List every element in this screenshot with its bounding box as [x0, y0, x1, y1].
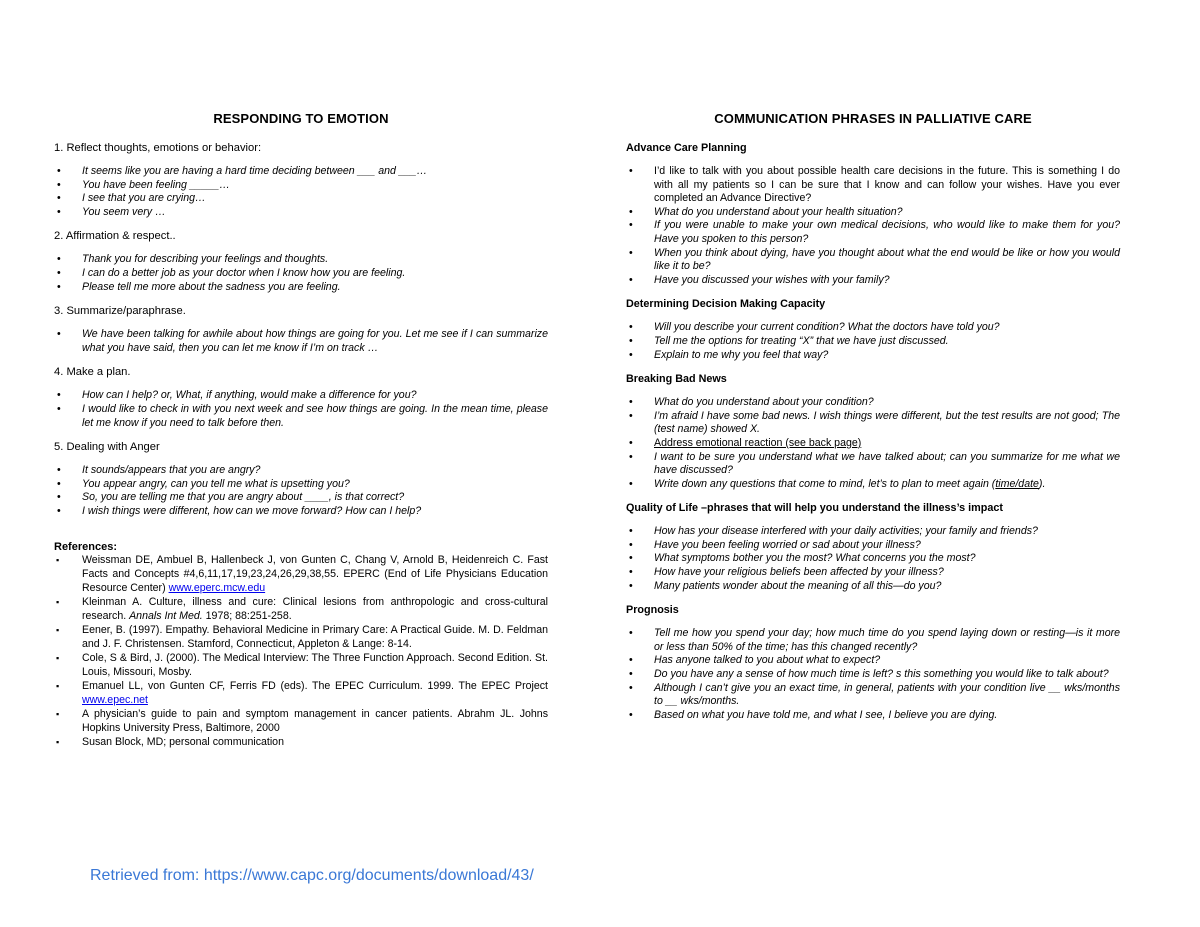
list-item: • I would like to check in with you next week and see how things are going. In the mean time, please let me know if you need to talk before then.	[57, 402, 548, 429]
bullet-icon: •	[57, 205, 61, 218]
bullet-list	[626, 165, 1120, 287]
bullet-icon: •	[629, 538, 633, 551]
list-item: • How can I help? or, What, if anything, would make a difference for you?	[57, 389, 417, 402]
reference-item: ▪ Weissman DE, Ambuel B, Hallenbeck J, von Gunten C, Chang V, Arnold B, Heidenreich C. Fast Facts and Concepts #4,6,11,17,19,23,24,26,29,38,55. EPERC (End of Life Physicians Education Resource Center) www.eperc.mcw.edu	[56, 553, 548, 594]
subsection-title: Advance Care Planning	[626, 142, 747, 154]
list-item: • We have been talking for awhile about how things are going for you. Let me see if I can summarize what you have said, then you can let me know if I’m on track …	[57, 328, 548, 354]
list-item: • Do you have any a sense of how much time is left? s this something you would like to talk about?	[629, 668, 1109, 681]
bullet-list	[54, 253, 548, 294]
list-item: • What do you understand about your condition?	[629, 396, 874, 409]
list-item: • I wish things were different, how can we move forward? How can I help?	[57, 504, 422, 517]
bullet-list	[626, 525, 1120, 593]
list-item: • I can do a better job as your doctor when I know how you are feeling.	[57, 266, 406, 279]
bullet-icon: •	[57, 389, 61, 402]
list-item: • I see that you are crying…	[57, 192, 206, 205]
list-item: • When you think about dying, have you thought about what the end would be like or how you would like it to be?	[629, 246, 1120, 273]
bullet-icon: •	[57, 192, 61, 205]
bullet-icon: •	[629, 219, 633, 232]
list-item: • You seem very …	[57, 205, 166, 218]
section-title: 5. Dealing with Anger	[54, 441, 160, 454]
list-item: • How has your disease interfered with your daily activities; your family and friends?	[629, 525, 1038, 538]
section-title: 2. Affirmation & respect..	[54, 230, 176, 243]
bullet-icon: •	[629, 334, 633, 347]
bullet-icon: •	[57, 253, 61, 266]
bullet-icon: •	[629, 681, 633, 694]
list-item: • Please tell me more about the sadness you are feeling.	[57, 280, 341, 293]
square-bullet-icon: ▪	[56, 596, 60, 607]
bullet-icon: •	[629, 409, 633, 422]
bullet-icon: •	[57, 280, 61, 293]
subsection-title: Breaking Bad News	[626, 373, 727, 386]
square-bullet-icon: ▪	[56, 652, 60, 663]
list-item: • Tell me the options for treating “X” that we have just discussed.	[629, 334, 949, 347]
list-item: • You appear angry, can you tell me what is upsetting you?	[57, 477, 350, 490]
references-list	[54, 553, 548, 749]
right-heading: COMMUNICATION PHRASES IN PALLIATIVE CARE	[714, 111, 1032, 126]
bullet-icon: •	[57, 504, 61, 517]
reference-item: ▪ Eener, B. (1997). Empathy. Behavioral Medicine in Primary Care: A Practical Guide. M. D. Feldman and J. F. Christensen. Stamford, Connecticut, Appleton & Lange: 8-14.	[56, 623, 548, 650]
list-item: • Will you describe your current condition? What the doctors have told you?	[629, 321, 1000, 334]
list-item: • What symptoms bother you the most? What concerns you the most?	[629, 552, 976, 565]
subsection-title: Determining Decision Making Capacity	[626, 298, 826, 311]
bullet-icon: •	[629, 708, 633, 721]
subsection-title: Quality of Life –phrases that will help you understand the illness’s impact	[626, 502, 1003, 515]
section-title: 3. Summarize/paraphrase.	[54, 305, 186, 318]
bullet-icon: •	[629, 273, 633, 286]
bullet-icon: •	[629, 627, 633, 640]
reference-item: ▪ Cole, S & Bird, J. (2000). The Medical Interview: The Three Function Approach. Second Edition. St. Louis, Missouri, Mosby.	[56, 651, 548, 678]
square-bullet-icon: ▪	[56, 624, 60, 635]
bullet-list	[626, 321, 1120, 362]
list-item: • Many patients wonder about the meaning of all this—do you?	[629, 579, 942, 592]
list-item: • Have you discussed your wishes with your family?	[629, 273, 890, 286]
references-title: References:	[54, 540, 117, 553]
left-heading: RESPONDING TO EMOTION	[213, 111, 389, 126]
bullet-icon: •	[57, 328, 61, 341]
bullet-list	[54, 328, 548, 355]
list-item: • Have you been feeling worried or sad about your illness?	[629, 538, 921, 551]
bullet-icon: •	[629, 246, 633, 259]
bullet-icon: •	[629, 205, 633, 218]
square-bullet-icon: ▪	[56, 708, 60, 719]
list-item: • Explain to me why you feel that way?	[629, 348, 829, 361]
bullet-icon: •	[629, 436, 633, 449]
list-item: • Although I can’t give you an exact time, in general, patients with your condition live __ wks/months to __ wks/months.	[629, 681, 1120, 708]
bullet-icon: •	[57, 477, 61, 490]
bullet-list	[626, 396, 1120, 491]
bullet-list	[626, 627, 1120, 722]
bullet-icon: •	[57, 266, 61, 279]
eperc-link[interactable]: www.eperc.mcw.edu	[168, 581, 266, 594]
left-column	[54, 111, 548, 760]
square-bullet-icon: ▪	[56, 736, 60, 747]
section-title: 4. Make a plan.	[54, 366, 131, 379]
section-title: 1. Reflect thoughts, emotions or behavior:	[54, 142, 262, 154]
list-item: • I’d like to talk with you about possible health care decisions in the future. This is something I do with all my patients so I can be sure that I know and can follow your wishes. Have you ever completed an Advance Directive?	[629, 165, 1120, 205]
bullet-icon: •	[57, 178, 61, 191]
bullet-icon: •	[629, 566, 633, 579]
bullet-icon: •	[629, 525, 633, 538]
bullet-list	[54, 389, 548, 430]
bullet-icon: •	[57, 491, 61, 504]
list-item: • I’m afraid I have some bad news. I wish things were different, but the test results are not good; The (test name) showed X.	[629, 409, 1120, 436]
right-column	[626, 111, 1120, 733]
bullet-icon: •	[629, 668, 633, 681]
bullet-icon: •	[57, 402, 61, 415]
list-item: • How have your religious beliefs been affected by your illness?	[629, 566, 944, 579]
epec-link[interactable]: www.epec.net	[82, 693, 148, 706]
bullet-icon: •	[629, 396, 633, 409]
list-item: • Write down any questions that come to mind, let’s to plan to meet again (time/date).	[629, 477, 1046, 490]
bullet-list	[54, 165, 548, 219]
bullet-icon: •	[629, 654, 633, 667]
bullet-icon: •	[629, 348, 633, 361]
list-item: • Tell me how you spend your day; how much time do you spend laying down or resting—is it more or less than 50% of the time; has this changed recently?	[629, 627, 1120, 653]
source-footer: Retrieved from: https://www.capc.org/documents/download/43/	[90, 867, 534, 884]
list-item: • Thank you for describing your feelings and thoughts.	[57, 253, 329, 266]
square-bullet-icon: ▪	[56, 554, 60, 565]
bullet-icon: •	[629, 165, 633, 177]
bullet-icon: •	[57, 464, 61, 477]
reference-item: ▪ Susan Block, MD; personal communication	[56, 735, 284, 748]
list-item: • Based on what you have told me, and what I see, I believe you are dying.	[629, 708, 998, 721]
list-item: • Has anyone talked to you about what to expect?	[629, 654, 881, 667]
list-item: • It seems like you are having a hard time deciding between ___ and ___…	[57, 165, 428, 177]
list-item: • I want to be sure you understand what we have talked about; can you summarize for me what we have discussed?	[629, 450, 1120, 477]
bullet-icon: •	[57, 165, 61, 177]
bullet-icon: •	[629, 579, 633, 592]
reference-item: ▪ Emanuel LL, von Gunten CF, Ferris FD (eds). The EPEC Curriculum. 1999. The EPEC Project www.epec.net	[56, 679, 548, 706]
bullet-icon: •	[629, 450, 633, 463]
list-item: • It sounds/appears that you are angry?	[57, 464, 261, 477]
list-item: • You have been feeling _____…	[57, 178, 230, 191]
bullet-list	[54, 464, 548, 518]
reference-item: ▪ Kleinman A. Culture, illness and cure: Clinical lesions from anthropologic and cross-cultural research. Annals Int Med. 1978; 88:251-258.	[56, 595, 548, 622]
subsection-title: Prognosis	[626, 604, 679, 617]
reference-item: ▪ A physician’s guide to pain and symptom management in cancer patients. Abrahm JL. Johns Hopkins University Press, Baltimore, 2000	[56, 707, 548, 734]
list-item: • What do you understand about your health situation?	[629, 205, 903, 218]
square-bullet-icon: ▪	[56, 680, 60, 691]
list-item: • So, you are telling me that you are angry about ____, is that correct?	[57, 491, 405, 504]
list-item: • Address emotional reaction (see back page)	[629, 436, 862, 449]
bullet-icon: •	[629, 552, 633, 565]
bullet-icon: •	[629, 321, 633, 334]
list-item: • If you were unable to make your own medical decisions, who would like to make them for you? Have you spoken to this person?	[629, 219, 1120, 245]
bullet-icon: •	[629, 477, 633, 490]
